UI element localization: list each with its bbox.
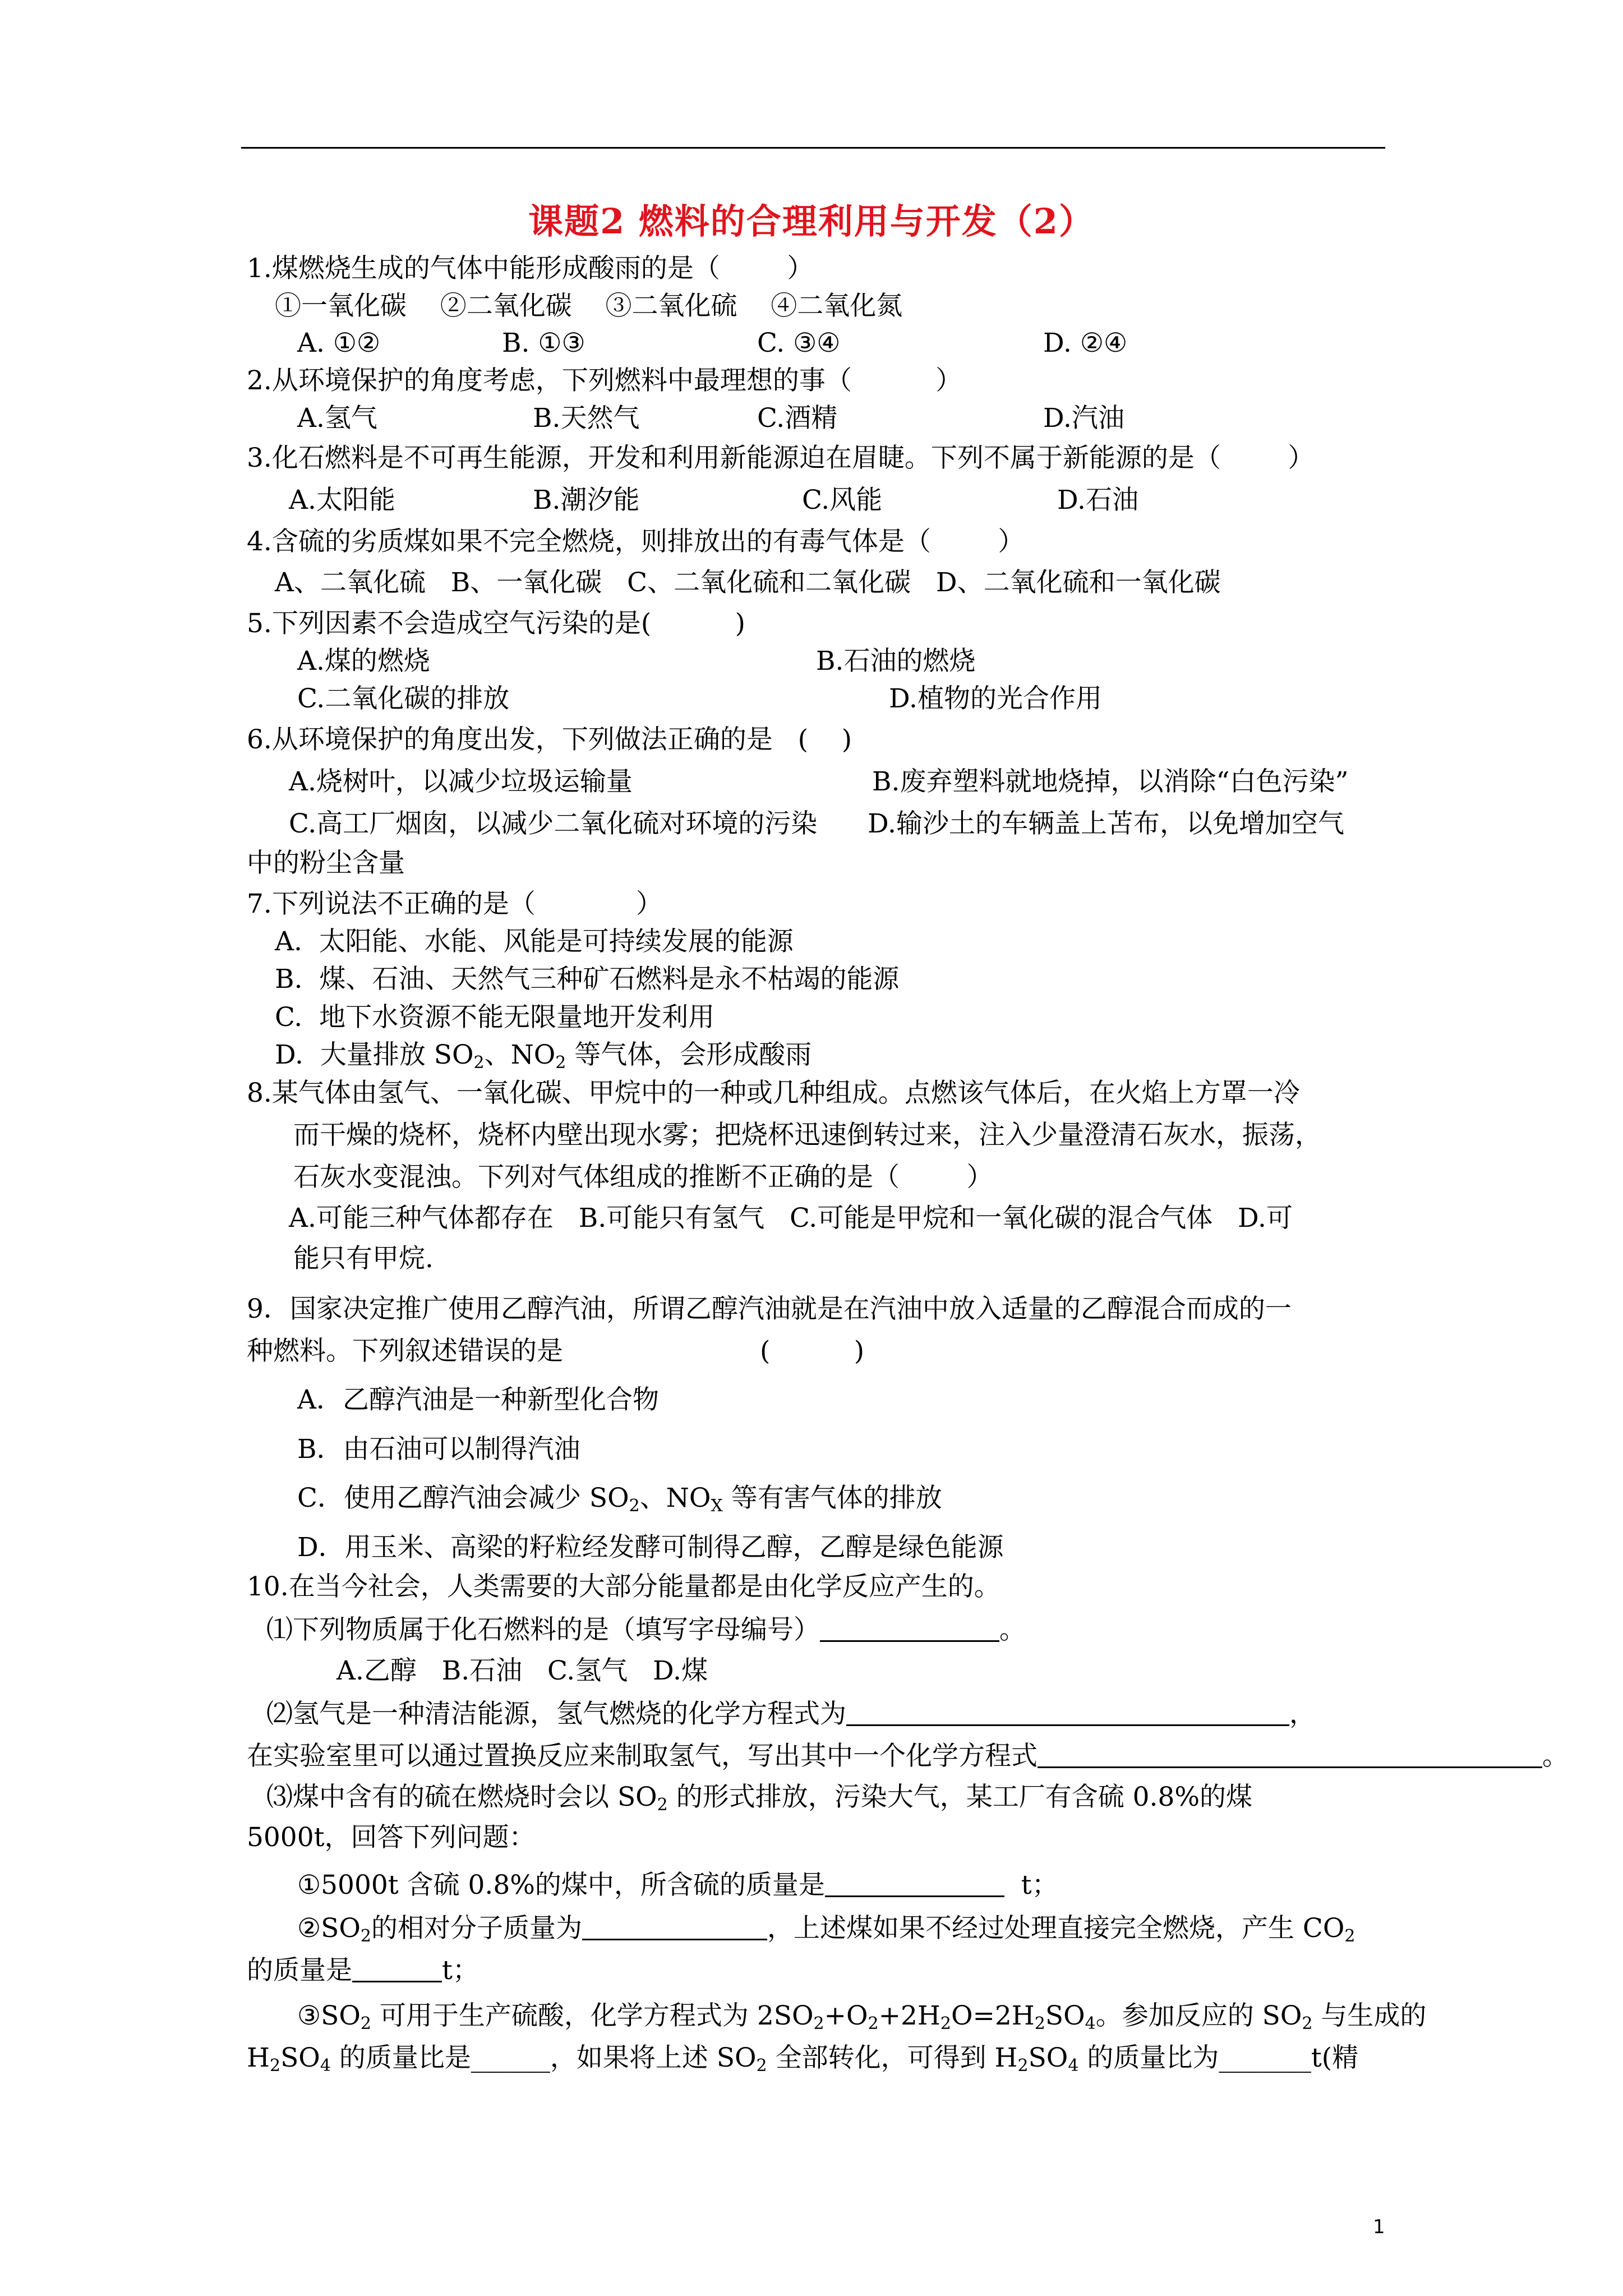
- question-8-line2: 而干燥的烧杯，烧杯内壁出现水雾；把烧杯迅速倒转过来，注入少量澄清石灰水，振荡，: [293, 1120, 1321, 1151]
- question-4-stem: 4.含硫的劣质煤如果不完全燃烧，则排放出的有毒气体是（ ）: [247, 526, 1025, 557]
- q3-option-a: A.太阳能: [289, 485, 395, 516]
- page-title: 课题2 燃料的合理利用与开发（2）: [528, 201, 1095, 242]
- q10-sub3: $③SO_2$ 可用于生产硫酸，化学方程式为 $2SO_2+O_2+2H_2O=2H_2SO_4$。参加反应的 $SO_2$ 与生成的: [297, 2000, 1427, 2033]
- question-3-stem: 3.化石燃料是不可再生能源，开发和利用新能源迫在眉睫。下列不属于新能源的是（ ）: [247, 443, 1315, 473]
- q1-option-a: A. ①②: [297, 328, 381, 358]
- q10-part1-blank[interactable]: [820, 1616, 999, 1642]
- q10-sub2-line2-blank[interactable]: [352, 1956, 442, 1982]
- q10-part3: ⑶煤中含有的硫在燃烧时会以 $SO_2$ 的形式排放，污染大气，某工厂有含硫 0.8%的煤: [266, 1782, 1253, 1815]
- q10-sub3-line2: $H_2SO_4$ 的质量比是______，如果将上述 $SO_2$ 全部转化，可得到 $H_2SO_4$ 的质量比为_______t(精: [247, 2042, 1359, 2076]
- question-10-stem: 10.在当今社会，人类需要的大部分能量都是由化学反应产生的。: [247, 1571, 1000, 1602]
- q10-part2-line2: 在实验室里可以通过置换反应来制取氢气，写出其中一个化学方程式 。: [247, 1741, 1569, 1772]
- q10-sub3-blank1[interactable]: ______: [471, 2042, 550, 2073]
- q6-option-a: A.烧树叶，以减少垃圾运输量: [289, 766, 633, 797]
- q3-option-c: C.风能: [802, 485, 883, 516]
- q2-option-c: C.酒精: [757, 403, 838, 434]
- q10-part3-line2: 5000t，回答下列问题：: [247, 1822, 536, 1853]
- q7-option-d: D. 大量排放 $SO_2$、$NO_2$ 等气体，会形成酸雨: [275, 1039, 812, 1073]
- q10-sub2: $②SO_2$的相对分子质量为 ，上述煤如果不经过处理直接完全燃烧，产生 $CO_2$: [297, 1913, 1355, 1946]
- q2-option-d: D.汽油: [1043, 403, 1124, 434]
- q6-option-d: D.输沙土的车辆盖上苫布，以免增加空气: [868, 808, 1344, 839]
- q5-option-c: C.二氧化碳的排放: [297, 683, 510, 714]
- q7-option-c: C. 地下水资源不能无限量地开发利用: [275, 1002, 715, 1033]
- question-9-line1: 9．国家决定推广使用乙醇汽油，所谓乙醇汽油就是在汽油中放入适量的乙醇混合而成的一: [247, 1294, 1292, 1324]
- q1-option-b: B. ①③: [502, 328, 585, 358]
- question-8-line3: 石灰水变混浊。下列对气体组成的推断不正确的是（ ）: [293, 1162, 993, 1193]
- q3-option-d: D.石油: [1057, 485, 1138, 516]
- q1-option-c: C. ③④: [757, 328, 841, 358]
- q5-option-a: A.煤的燃烧: [297, 646, 430, 677]
- question-6-stem: 6.从环境保护的角度出发，下列做法正确的是 ( ): [247, 724, 852, 755]
- q10-part2-line2-blank[interactable]: [1038, 1742, 1542, 1768]
- question-9-line2: 种燃料。下列叙述错误的是: [247, 1336, 563, 1366]
- q10-part1: ⑴下列物质属于化石燃料的是（填写字母编号） 。: [266, 1614, 1026, 1645]
- q6-option-d-cont: 中的粉尘含量: [247, 848, 405, 878]
- question-5-stem: 5.下列因素不会造成空气污染的是( ): [247, 608, 745, 639]
- q9-option-c: C．使用乙醇汽油会减少 $SO_2$、$NO_X$ 等有害气体的排放: [297, 1483, 942, 1516]
- q3-option-b: B.潮汐能: [533, 485, 640, 516]
- question-2-stem: 2.从环境保护的角度考虑，下列燃料中最理想的事（ ）: [247, 365, 962, 396]
- q10-sub2-blank[interactable]: [582, 1914, 767, 1940]
- q1-option-d: D. ②④: [1043, 328, 1128, 358]
- question-7-stem: 7.下列说法不正确的是（ ）: [247, 889, 663, 919]
- page-number: 1: [1373, 2216, 1385, 2238]
- q10-sub1-blank[interactable]: [825, 1871, 1004, 1897]
- q8-options-cont: 能只有甲烷.: [293, 1243, 434, 1274]
- q10-sub1: ①5000t 含硫 0.8%的煤中，所含硫的质量是 t；: [297, 1870, 1058, 1901]
- q7-option-a: A. 太阳能、水能、风能是可持续发展的能源: [275, 926, 794, 957]
- q2-option-a: A.氢气: [297, 403, 377, 434]
- q10-sub2-line2: 的质量是 t；: [247, 1955, 479, 1986]
- question-1-items: ①一氧化碳 ②二氧化碳 ③二氧化硫 ④二氧化氮: [275, 291, 903, 321]
- q5-option-d: D.植物的光合作用: [889, 683, 1102, 714]
- question-1-stem: 1.煤燃烧生成的气体中能形成酸雨的是（ ）: [247, 253, 814, 284]
- q5-option-b: B.石油的燃烧: [816, 646, 976, 677]
- question-8-line1: 8.某气体由氢气、一氧化碳、甲烷中的一种或几种组成。点燃该气体后，在火焰上方罩一冷: [247, 1078, 1300, 1108]
- q8-options: A.可能三种气体都存在 B.可能只有氢气 C.可能是甲烷和一氧化碳的混合气体 D.可: [289, 1203, 1293, 1234]
- q9-answer-paren: ( ): [760, 1336, 865, 1366]
- q10-part1-options: A.乙醇 B.石油 C.氢气 D.煤: [336, 1655, 708, 1686]
- q10-part2-blank[interactable]: [846, 1700, 1289, 1726]
- q6-option-c: C.高工厂烟囱，以减少二氧化硫对环境的污染: [289, 808, 818, 839]
- header-rule: [241, 147, 1385, 149]
- q10-sub3-blank2[interactable]: _______: [1219, 2042, 1311, 2073]
- q9-option-b: B．由石油可以制得汽油: [297, 1434, 580, 1465]
- q9-option-a: A．乙醇汽油是一种新型化合物: [297, 1384, 659, 1415]
- q7-option-b: B. 煤、石油、天然气三种矿石燃料是永不枯竭的能源: [275, 964, 900, 995]
- q9-option-d: D．用玉米、高梁的籽粒经发酵可制得乙醇，乙醇是绿色能源: [297, 1532, 1004, 1563]
- q4-options: A、二氧化硫 B、一氧化碳 C、二氧化硫和二氧化碳 D、二氧化硫和一氧化碳: [275, 567, 1221, 598]
- q6-option-b: B.废弃塑料就地烧掉，以消除“白色污染”: [872, 766, 1349, 797]
- q10-part2: ⑵氢气是一种清洁能源，氢气燃烧的化学方程式为 ，: [266, 1699, 1316, 1729]
- q2-option-b: B.天然气: [533, 403, 640, 434]
